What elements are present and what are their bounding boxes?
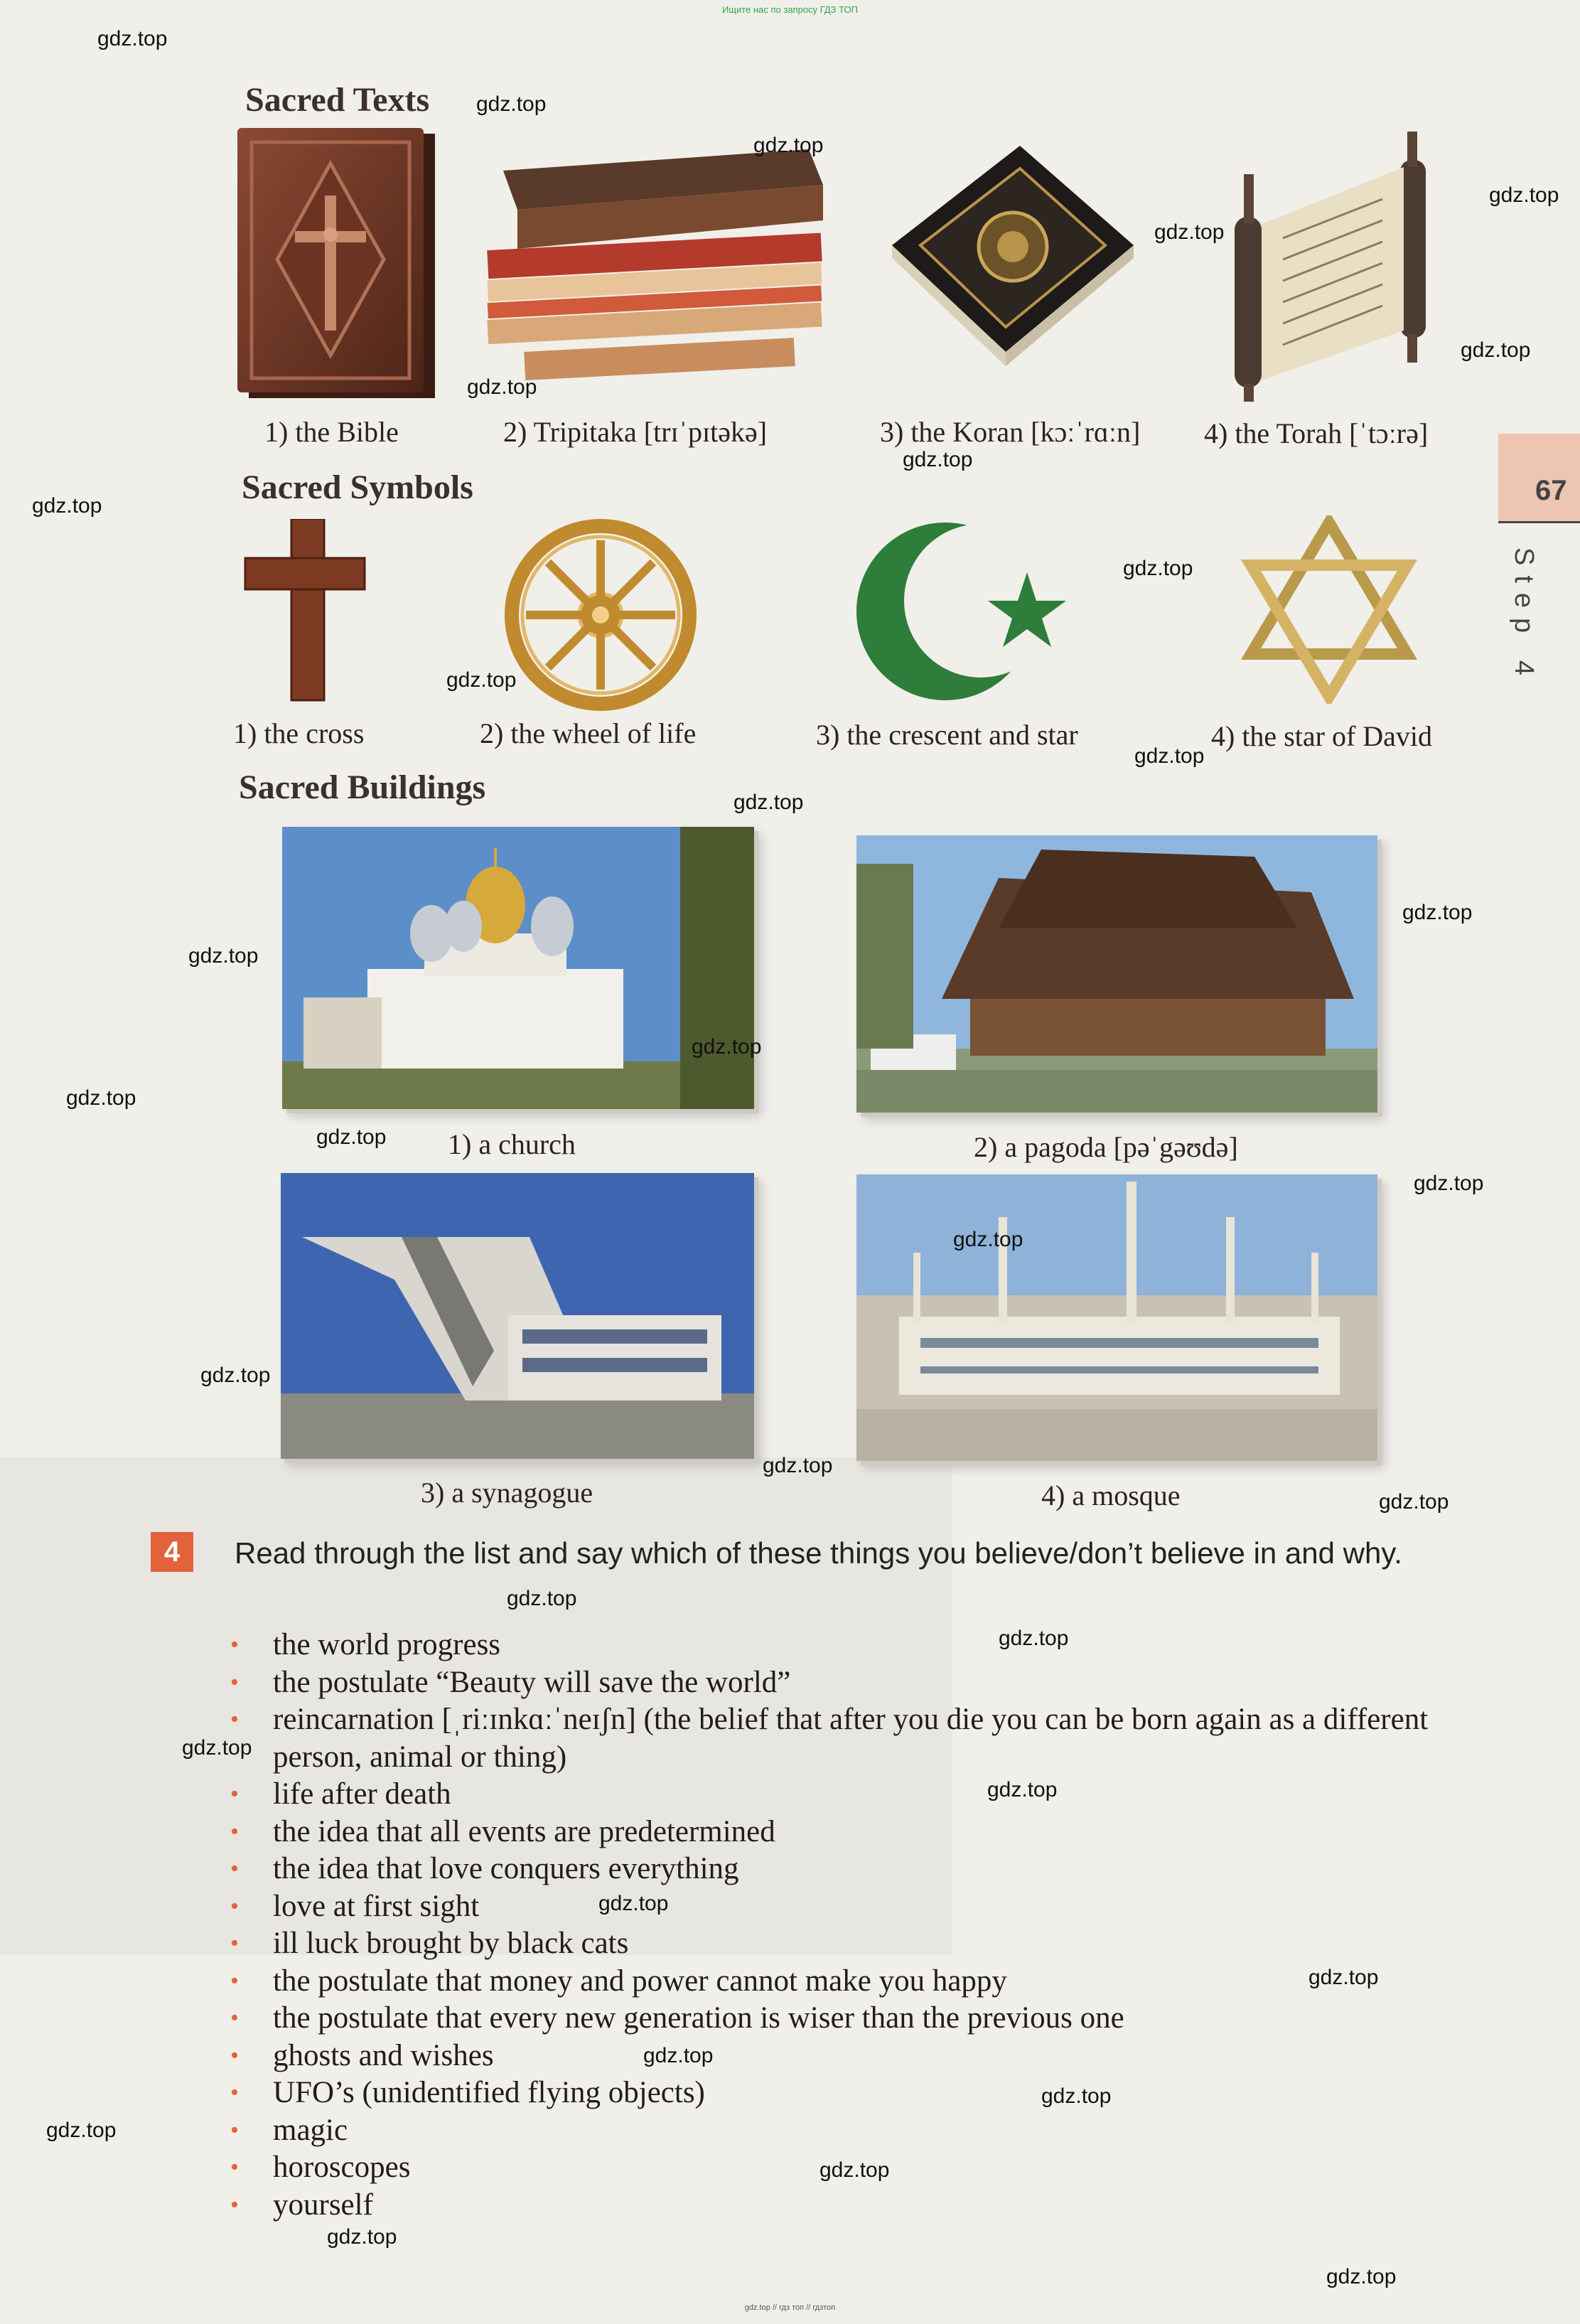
watermark: gdz.top bbox=[507, 1587, 577, 1610]
watermark: gdz.top bbox=[1379, 1490, 1449, 1514]
watermark: gdz.top bbox=[200, 1364, 271, 1387]
step-label: Step 4 bbox=[1509, 547, 1539, 685]
building-caption-church: 1) a church bbox=[448, 1128, 576, 1160]
pagoda-photo bbox=[856, 835, 1377, 1113]
tripitaka-image bbox=[475, 142, 834, 387]
sacred-texts-heading: Sacred Texts bbox=[245, 81, 430, 119]
watermark: gdz.top bbox=[987, 1778, 1058, 1801]
bullet-icon: • bbox=[230, 1856, 239, 1882]
crescent-and-star-image bbox=[839, 512, 1080, 711]
koran-image bbox=[878, 139, 1141, 373]
list-item: • the idea that all events are predetermined bbox=[226, 1814, 1477, 1851]
bullet-icon: • bbox=[230, 1706, 239, 1733]
watermark: gdz.top bbox=[819, 2158, 890, 2182]
symbol-caption-cross: 1) the cross bbox=[233, 717, 365, 749]
building-caption-pagoda: 2) a pagoda [pəˈgəʊdə] bbox=[974, 1131, 1238, 1163]
list-item: • ill luck brought by black cats bbox=[226, 1925, 1477, 1963]
watermark: gdz.top bbox=[999, 1627, 1069, 1650]
bullet-icon: • bbox=[230, 1632, 239, 1658]
list-item: • magic bbox=[226, 2112, 1477, 2150]
building-caption-mosque: 4) a mosque bbox=[1041, 1479, 1181, 1511]
list-item: • UFO’s (unidentified flying objects) bbox=[226, 2074, 1477, 2112]
page-number: 67 bbox=[1535, 475, 1567, 506]
watermark: gdz.top bbox=[1308, 1966, 1379, 1989]
list-item: • the world progress bbox=[226, 1627, 1477, 1664]
list-item: • the postulate that money and power cannot make you happy bbox=[226, 1963, 1477, 2001]
watermark: gdz.top bbox=[46, 2119, 117, 2142]
cross-image bbox=[242, 519, 370, 704]
watermark: gdz.top bbox=[1414, 1172, 1484, 1195]
list-item: • the postulate that every new generation is wiser than the previous one bbox=[226, 2000, 1477, 2037]
symbol-caption-star-of-david: 4) the star of David bbox=[1211, 720, 1433, 752]
watermark: gdz.top bbox=[316, 1125, 387, 1149]
text-caption-bible: 1) the Bible bbox=[264, 416, 399, 448]
bullet-icon: • bbox=[230, 2154, 239, 2180]
watermark: gdz.top bbox=[903, 448, 973, 471]
star-of-david-image bbox=[1240, 515, 1418, 704]
text-caption-koran: 3) the Koran [kɔːˈrɑːn] bbox=[880, 416, 1141, 448]
bullet-icon: • bbox=[230, 2079, 239, 2106]
bullet-icon: • bbox=[230, 1818, 239, 1845]
watermark: gdz.top bbox=[467, 375, 537, 399]
church-photo bbox=[282, 827, 754, 1109]
watermark: gdz.top bbox=[598, 1892, 669, 1915]
symbol-caption-wheel: 2) the wheel of life bbox=[480, 717, 697, 749]
watermark: gdz.top bbox=[327, 2225, 397, 2249]
watermark: gdz.top bbox=[476, 92, 547, 116]
watermark: gdz.top bbox=[1402, 901, 1473, 924]
top-note: Ищите нас по запросу ГДЗ ТОП bbox=[722, 4, 858, 15]
watermark: gdz.top bbox=[692, 1035, 762, 1059]
watermark: gdz.top bbox=[733, 791, 804, 814]
watermark: gdz.top bbox=[1134, 744, 1205, 768]
watermark: gdz.top bbox=[188, 944, 259, 968]
bullet-icon: • bbox=[230, 1669, 239, 1696]
bullet-icon: • bbox=[230, 1967, 239, 1994]
watermark: gdz.top bbox=[446, 668, 517, 692]
list-item: • the idea that love conquers everything bbox=[226, 1851, 1477, 1888]
list-item: • life after death bbox=[226, 1776, 1477, 1814]
symbol-caption-crescent: 3) the crescent and star bbox=[816, 719, 1078, 751]
bullet-icon: • bbox=[230, 2116, 239, 2143]
exercise-instruction: Read through the list and say which of these things you believe/don’t believe in and why. bbox=[235, 1536, 1402, 1570]
list-item: • yourself bbox=[226, 2187, 1477, 2224]
watermark: gdz.top bbox=[1123, 557, 1193, 580]
exercise-number-badge: 4 bbox=[151, 1532, 193, 1572]
list-item: • ghosts and wishes bbox=[226, 2037, 1477, 2075]
watermark: gdz.top bbox=[182, 1736, 252, 1760]
bullet-icon: • bbox=[230, 2005, 239, 2031]
watermark: gdz.top bbox=[1461, 338, 1531, 362]
watermark: gdz.top bbox=[1041, 2084, 1112, 2108]
tab-divider bbox=[1498, 521, 1580, 523]
watermark: gdz.top bbox=[643, 2044, 714, 2067]
bullet-icon: • bbox=[230, 2042, 239, 2069]
wheel-of-life-image bbox=[505, 519, 697, 711]
synagogue-photo bbox=[281, 1173, 754, 1459]
watermark: gdz.top bbox=[32, 494, 102, 518]
list-item: • the postulate “Beauty will save the world” bbox=[226, 1664, 1477, 1702]
text-caption-tripitaka: 2) Tripitaka [trɪˈpɪtəkə] bbox=[503, 416, 768, 448]
watermark: gdz.top bbox=[66, 1086, 136, 1110]
watermark: gdz.top bbox=[953, 1228, 1023, 1251]
building-caption-synagogue: 3) a synagogue bbox=[421, 1477, 593, 1509]
torah-image bbox=[1205, 132, 1468, 405]
list-item: • love at first sight bbox=[226, 1888, 1477, 1926]
watermark: gdz.top bbox=[1154, 220, 1225, 244]
watermark: gdz.top bbox=[753, 134, 824, 157]
watermark: gdz.top bbox=[1489, 183, 1559, 207]
belief-list bbox=[226, 1627, 1477, 2224]
sacred-symbols-heading: Sacred Symbols bbox=[242, 468, 473, 506]
mosque-photo bbox=[856, 1174, 1377, 1461]
list-item: • reincarnation [ˌriːɪnkɑːˈneɪʃn] (the belief that after you die you can be born again as a different person, animal or thing) bbox=[230, 1703, 1429, 1774]
bullet-icon: • bbox=[230, 1930, 239, 1956]
list-item: • horoscopes bbox=[226, 2149, 1477, 2187]
watermark: gdz.top bbox=[763, 1454, 833, 1477]
bullet-icon: • bbox=[230, 1781, 239, 1807]
bottom-note: gdz.top // гдз топ // гдзтоп bbox=[744, 2303, 836, 2312]
bullet-icon: • bbox=[230, 1892, 239, 1919]
bullet-icon: • bbox=[230, 2191, 239, 2218]
sacred-buildings-heading: Sacred Buildings bbox=[239, 769, 486, 806]
watermark: gdz.top bbox=[97, 27, 168, 50]
watermark: gdz.top bbox=[1326, 2265, 1397, 2288]
text-caption-torah: 4) the Torah [ˈtɔːrə] bbox=[1204, 417, 1429, 449]
bible-image bbox=[235, 128, 437, 402]
